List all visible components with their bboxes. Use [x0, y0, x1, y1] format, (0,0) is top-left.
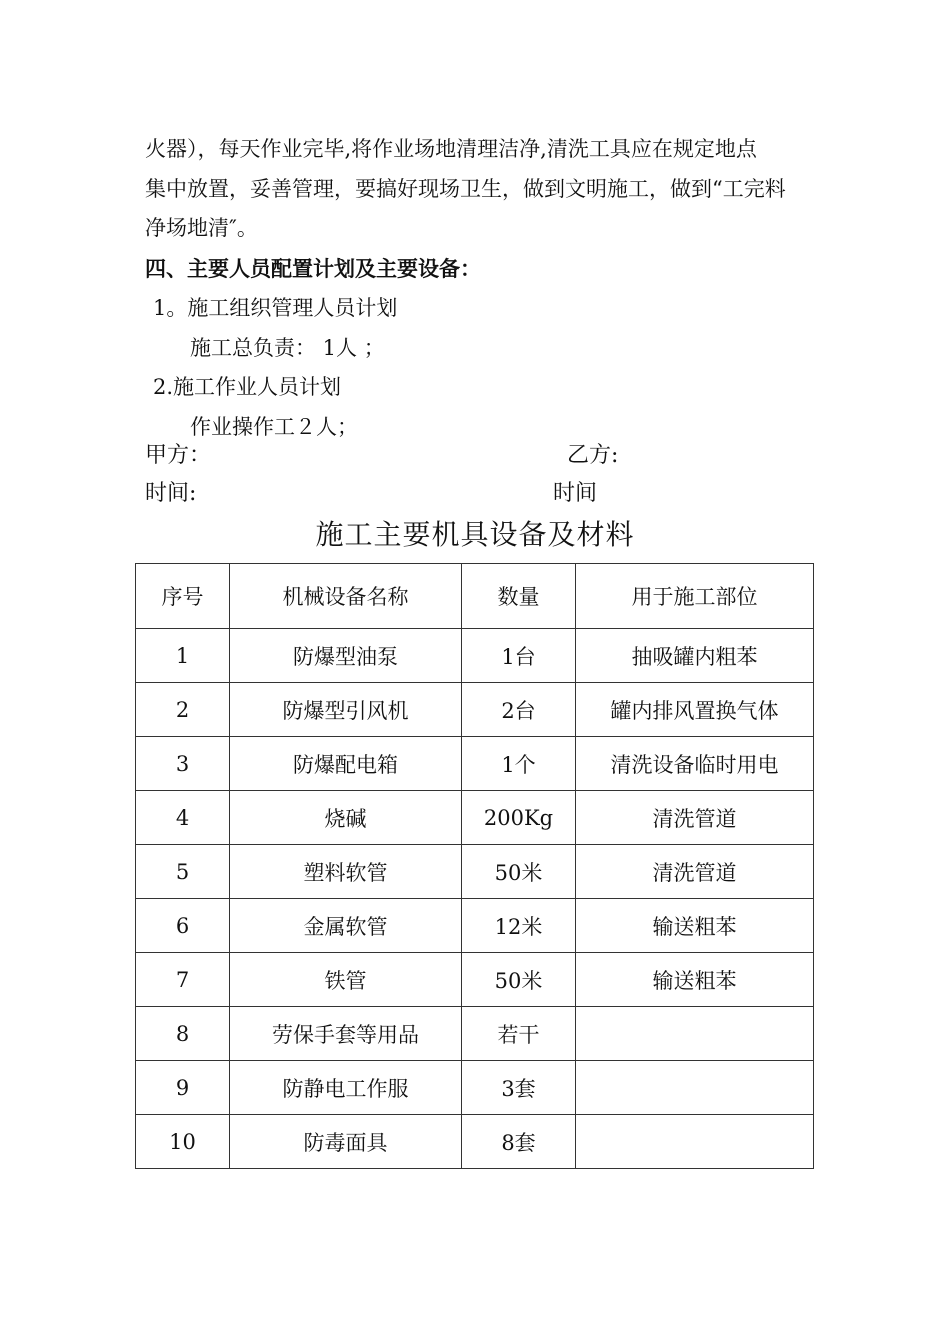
cell-index: 3 [136, 737, 230, 791]
header-quantity: 数量 [462, 564, 576, 629]
header-usage: 用于施工部位 [576, 564, 814, 629]
cell-index: 2 [136, 683, 230, 737]
cell-quantity: 2台 [462, 683, 576, 737]
paragraph-line-1: 火器），每天作业完毕,将作业场地清理洁净,清洗工具应在规定地点 [145, 137, 757, 161]
cell-quantity: 1个 [462, 737, 576, 791]
cell-index: 1 [136, 629, 230, 683]
table-row [136, 1007, 814, 1061]
party-a-label: 甲方： [145, 443, 212, 468]
cell-equipment-name: 防爆型引风机 [230, 683, 462, 737]
cell-equipment-name: 防静电工作服 [230, 1061, 462, 1115]
cell-quantity: 50米 [462, 845, 576, 899]
cell-index: 9 [136, 1061, 230, 1115]
party-b-label: 乙方: [567, 443, 619, 468]
cell-equipment-name: 防毒面具 [230, 1115, 462, 1169]
table-row [136, 953, 814, 1007]
cell-quantity: 12米 [462, 899, 576, 953]
header-index: 序号 [136, 564, 230, 629]
cell-usage: 清洗管道 [576, 791, 814, 845]
table-row [136, 1061, 814, 1115]
cell-equipment-name: 塑料软管 [230, 845, 462, 899]
table-title: 施工主要机具设备及材料 [315, 518, 635, 551]
plan-item-2: 2.施工作业人员计划 [153, 375, 342, 399]
equipment-table [135, 563, 814, 1169]
cell-index: 10 [136, 1115, 230, 1169]
table-header-row [136, 564, 814, 629]
cell-usage: 清洗管道 [576, 845, 814, 899]
paragraph-line-2: 集中放置，妥善管理，要搞好现场卫生，做到文明施工，做到“工完料 [145, 177, 786, 201]
plan-item-1-detail: 施工总负责： 1人 ； [190, 336, 385, 360]
table-row [136, 791, 814, 845]
cell-equipment-name: 烧碱 [230, 791, 462, 845]
cell-usage: 抽吸罐内粗苯 [576, 629, 814, 683]
cell-usage: 罐内排风置换气体 [576, 683, 814, 737]
cell-quantity: 50米 [462, 953, 576, 1007]
cell-index: 8 [136, 1007, 230, 1061]
table-row [136, 683, 814, 737]
cell-equipment-name: 劳保手套等用品 [230, 1007, 462, 1061]
cell-quantity: 200Kg [462, 791, 576, 845]
cell-quantity: 若干 [462, 1007, 576, 1061]
cell-index: 4 [136, 791, 230, 845]
cell-usage: 输送粗苯 [576, 953, 814, 1007]
cell-usage: 清洗设备临时用电 [576, 737, 814, 791]
cell-equipment-name: 铁管 [230, 953, 462, 1007]
cell-usage: 输送粗苯 [576, 899, 814, 953]
plan-item-2-detail: 作业操作工２人； [190, 415, 358, 439]
cell-quantity: 8套 [462, 1115, 576, 1169]
cell-equipment-name: 金属软管 [230, 899, 462, 953]
paragraph-line-3: 净场地清″。 [145, 216, 258, 240]
time-a-label: 时间: [145, 481, 197, 506]
cell-quantity: 1台 [462, 629, 576, 683]
plan-item-1: 1。施工组织管理人员计划 [153, 296, 398, 320]
cell-equipment-name: 防爆型油泵 [230, 629, 462, 683]
section-heading: 四、主要人员配置计划及主要设备： [145, 256, 481, 281]
cell-usage [576, 1115, 814, 1169]
table-row [136, 629, 814, 683]
cell-index: 5 [136, 845, 230, 899]
cell-usage [576, 1061, 814, 1115]
table-row [136, 899, 814, 953]
time-b-label: 时间 [553, 481, 598, 506]
cell-equipment-name: 防爆配电箱 [230, 737, 462, 791]
table-row [136, 1115, 814, 1169]
table-row [136, 845, 814, 899]
cell-index: 7 [136, 953, 230, 1007]
cell-index: 6 [136, 899, 230, 953]
cell-usage [576, 1007, 814, 1061]
header-equipment-name: 机械设备名称 [230, 564, 462, 629]
cell-quantity: 3套 [462, 1061, 576, 1115]
table-row [136, 737, 814, 791]
